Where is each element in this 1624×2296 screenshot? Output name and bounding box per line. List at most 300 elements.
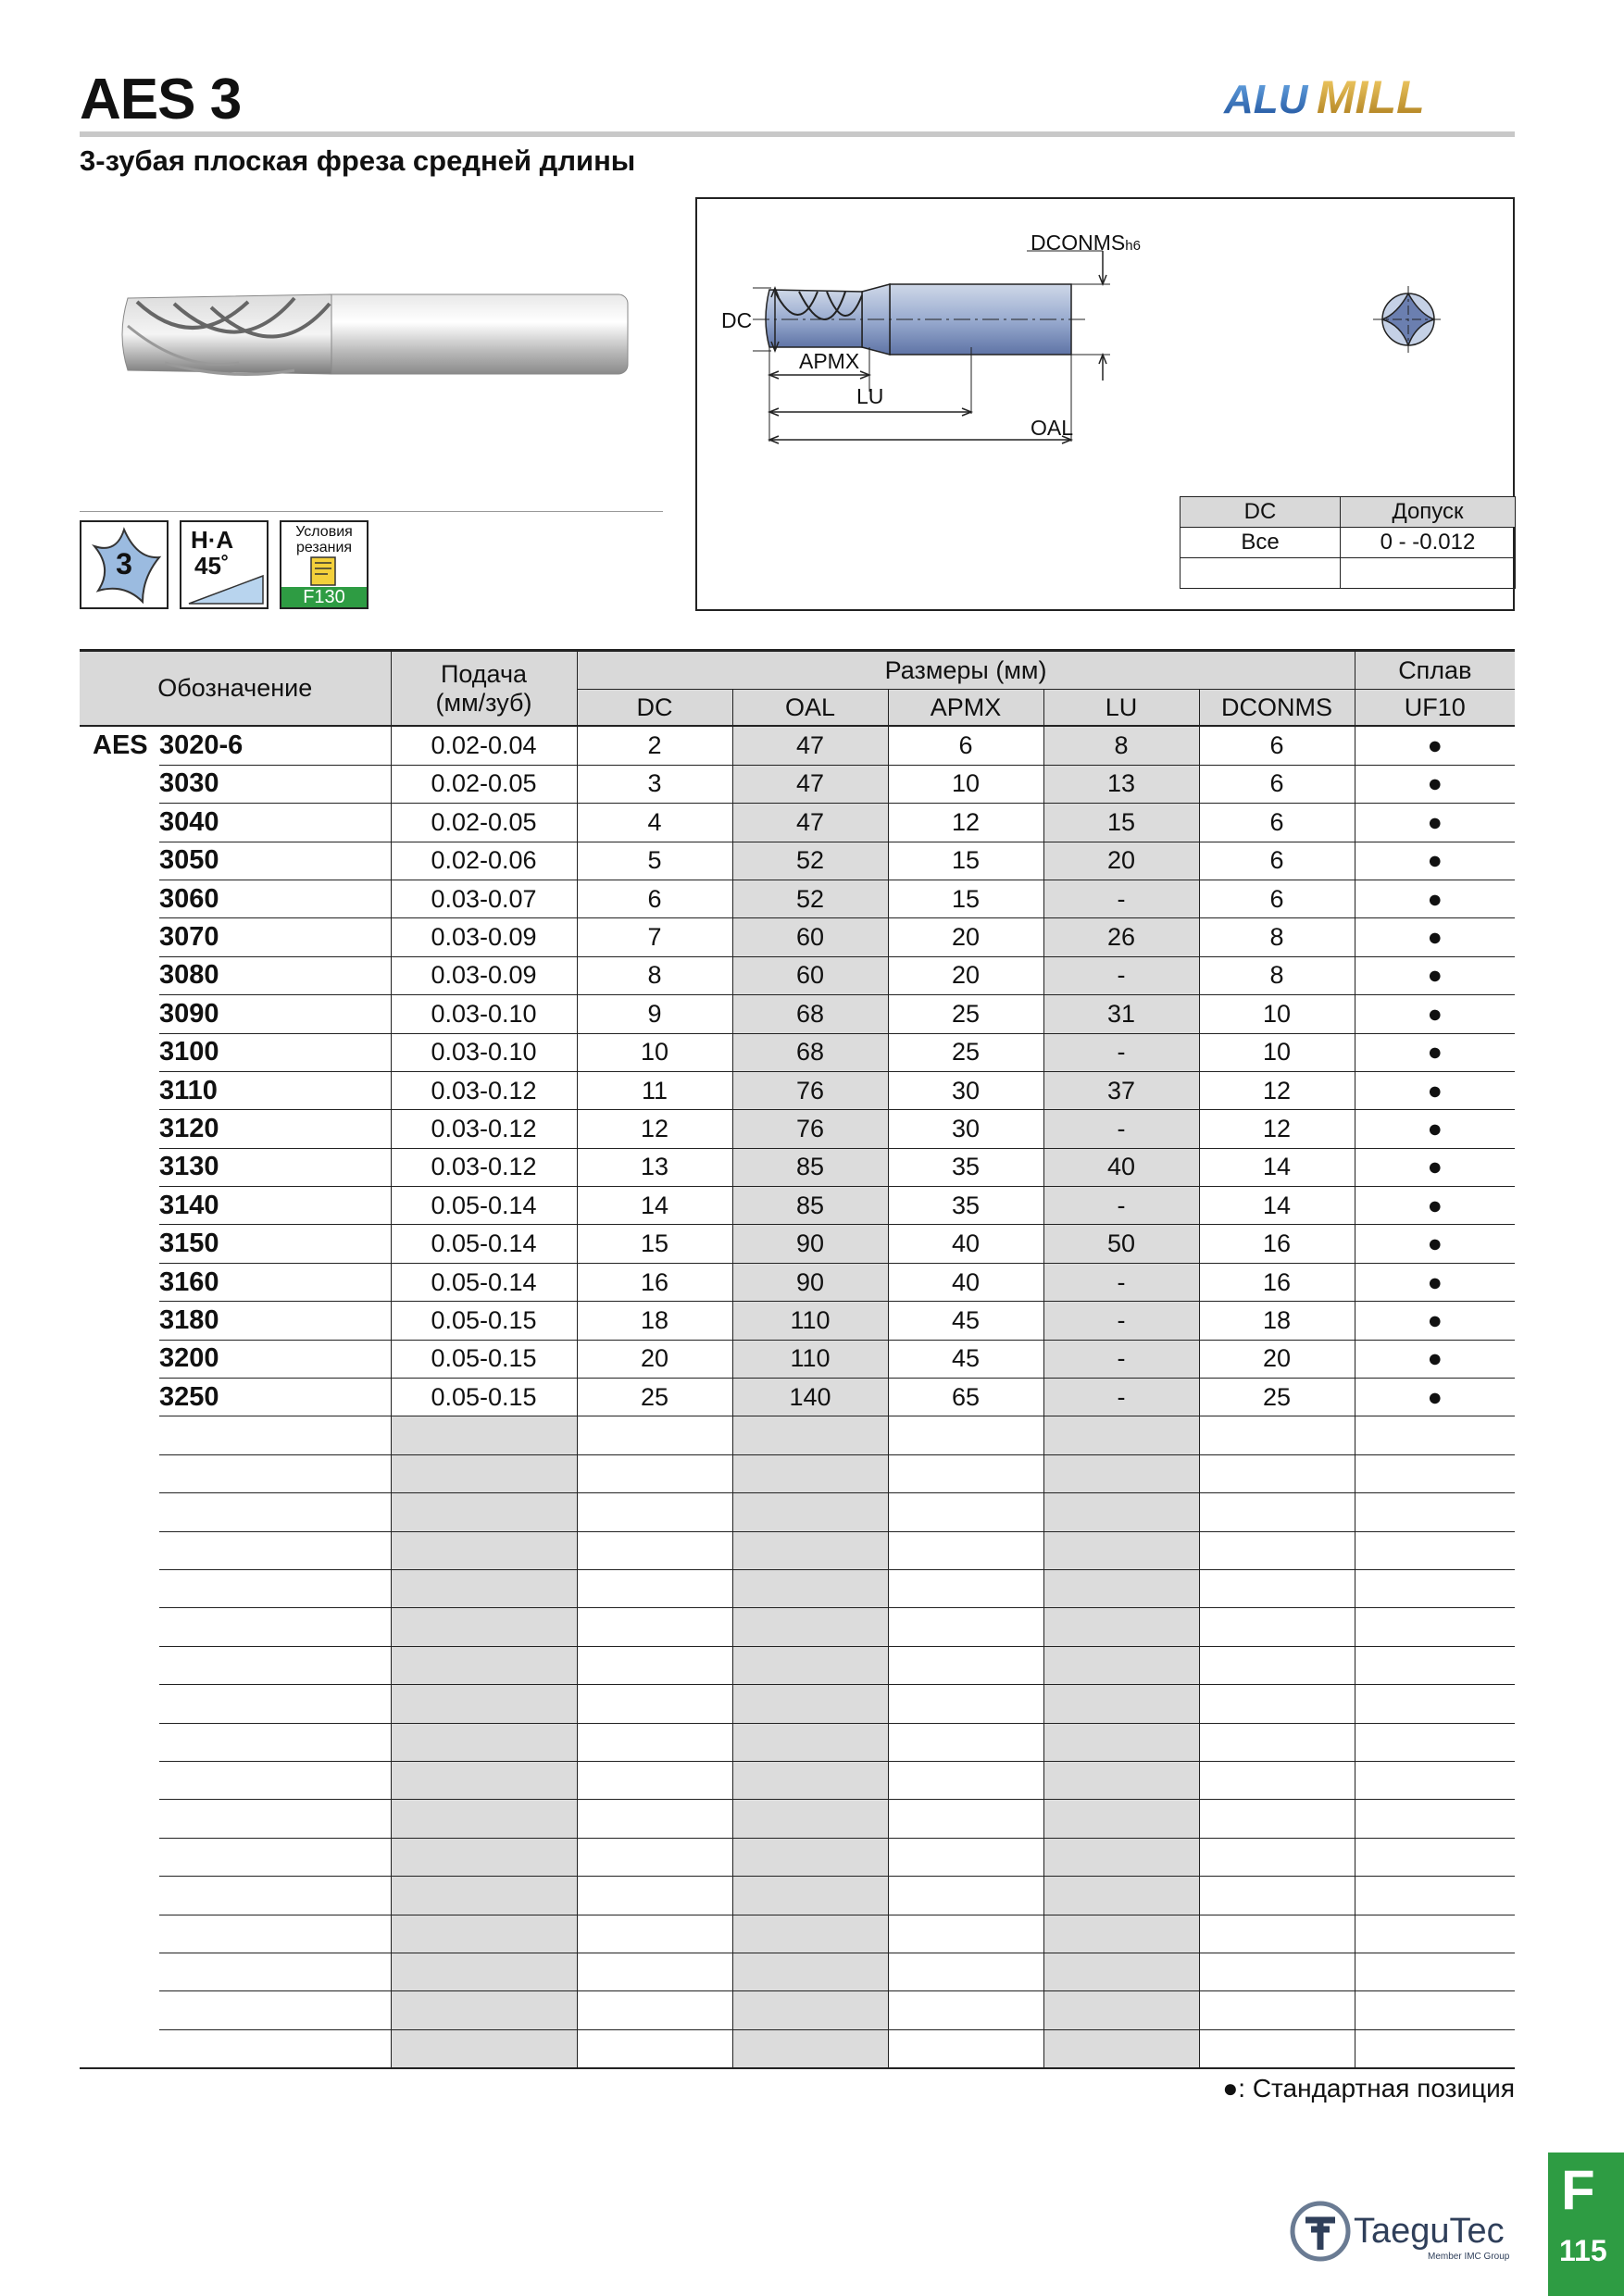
apmx-cell (888, 1953, 1043, 1990)
dconms-cell: 18 (1199, 1302, 1355, 1340)
feed-cell (391, 1877, 577, 1915)
header-feed: Подача (мм/зуб) (391, 651, 577, 727)
designation-cell (159, 1838, 391, 1876)
dconms-cell (1199, 1531, 1355, 1569)
oal-cell: 68 (732, 1033, 888, 1071)
apmx-cell (888, 1608, 1043, 1646)
feed-cell: 0.05-0.15 (391, 1302, 577, 1340)
mark-cell: ● (1355, 1263, 1515, 1301)
dc-cell (577, 1800, 732, 1838)
empty-row (80, 1416, 1515, 1454)
table-row (80, 880, 1515, 917)
table-row (80, 1148, 1515, 1186)
dconms-cell: 6 (1199, 765, 1355, 803)
table-row (80, 765, 1515, 803)
tolerance-cell (1341, 558, 1516, 589)
lu-cell: 8 (1043, 726, 1199, 765)
apmx-cell: 15 (888, 842, 1043, 880)
apmx-cell: 20 (888, 956, 1043, 994)
photo-divider (80, 511, 663, 512)
feed-cell (391, 1608, 577, 1646)
table-row (80, 995, 1515, 1033)
flute-count-icon (80, 520, 169, 609)
dconms-cell: 6 (1199, 804, 1355, 842)
dconms-cell (1199, 2029, 1355, 2068)
table-row (80, 1340, 1515, 1378)
feed-cell: 0.05-0.15 (391, 1379, 577, 1416)
mark-cell: ● (1355, 726, 1515, 765)
prefix-cell (80, 1685, 159, 1723)
apmx-cell: 6 (888, 726, 1043, 765)
oal-cell (732, 1991, 888, 2029)
oal-cell: 60 (732, 918, 888, 956)
prefix-cell (80, 956, 159, 994)
dconms-cell: 14 (1199, 1148, 1355, 1186)
lu-cell: - (1043, 1263, 1199, 1301)
designation-cell: 3060 (159, 880, 391, 917)
oal-cell: 76 (732, 1071, 888, 1109)
mark-cell (1355, 1569, 1515, 1607)
empty-row (80, 1608, 1515, 1646)
table-row (80, 1379, 1515, 1416)
cutting-conditions-label-2: резания (295, 540, 353, 555)
prefix-cell (80, 1531, 159, 1569)
feed-cell (391, 1569, 577, 1607)
oal-cell (732, 1569, 888, 1607)
lu-cell: - (1043, 1187, 1199, 1225)
prefix-cell (80, 918, 159, 956)
oal-cell (732, 1800, 888, 1838)
oal-cell (732, 1608, 888, 1646)
dconms-cell: 6 (1199, 842, 1355, 880)
dc-cell (577, 1569, 732, 1607)
prefix-cell (80, 1761, 159, 1799)
lu-cell (1043, 1531, 1199, 1569)
dc-cell (577, 1531, 732, 1569)
dconms-cell (1199, 1416, 1355, 1454)
mark-cell: ● (1355, 1148, 1515, 1186)
mark-cell: ● (1355, 1071, 1515, 1109)
dc-cell (577, 1608, 732, 1646)
feed-cell: 0.03-0.09 (391, 956, 577, 994)
prefix-cell: AES (93, 730, 148, 761)
apmx-cell (888, 1685, 1043, 1723)
header-designation: Обозначение (80, 651, 391, 727)
dc-cell (577, 1877, 732, 1915)
feed-cell (391, 2029, 577, 2068)
dc-cell: 4 (577, 804, 732, 842)
taegutec-logo-tag: Member IMC Group (1428, 2252, 1510, 2262)
dconms-cell: 6 (1199, 880, 1355, 917)
designation-cell (159, 1800, 391, 1838)
dconms-cell (1199, 1991, 1355, 2029)
lu-cell (1043, 1915, 1199, 1953)
dconms-cell (1199, 1761, 1355, 1799)
designation-cell (159, 1646, 391, 1684)
lu-cell: - (1043, 1110, 1199, 1148)
oal-cell (732, 1953, 888, 1990)
oal-cell: 76 (732, 1110, 888, 1148)
prefix-cell (80, 1493, 159, 1531)
tolerance-table (1180, 496, 1516, 589)
prefix-cell (80, 1263, 159, 1301)
tolerance-header-dc: DC (1181, 497, 1341, 528)
prefix-cell (80, 1953, 159, 1990)
dc-cell: 2 (577, 726, 732, 765)
feed-cell: 0.02-0.06 (391, 842, 577, 880)
designation-cell: 3030 (159, 765, 391, 803)
dc-cell: 10 (577, 1033, 732, 1071)
dc-cell (577, 1723, 732, 1761)
designation-cell (159, 1991, 391, 2029)
legend: ●: Стандартная позиция (1222, 2074, 1515, 2103)
oal-cell (732, 1685, 888, 1723)
designation-cell (159, 1531, 391, 1569)
apmx-cell: 30 (888, 1071, 1043, 1109)
lu-cell: 37 (1043, 1071, 1199, 1109)
prefix-cell (80, 1379, 159, 1416)
apmx-label: APMX (799, 349, 860, 373)
apmx-cell: 10 (888, 765, 1043, 803)
dc-cell: 12 (577, 1110, 732, 1148)
designation-cell: 3150 (159, 1225, 391, 1263)
dc-cell: 6 (577, 880, 732, 917)
dconms-cell: 12 (1199, 1110, 1355, 1148)
dconms-cell (1199, 1569, 1355, 1607)
feed-cell: 0.05-0.15 (391, 1340, 577, 1378)
lu-cell: - (1043, 1379, 1199, 1416)
feed-cell (391, 1531, 577, 1569)
prefix-cell (80, 1071, 159, 1109)
mark-cell (1355, 1493, 1515, 1531)
table-row (80, 1110, 1515, 1148)
apmx-cell: 30 (888, 1110, 1043, 1148)
taegutec-logo-text: TaeguTec (1354, 2212, 1505, 2251)
mark-cell: ● (1355, 1110, 1515, 1148)
oal-label: OAL (1031, 416, 1074, 440)
mark-cell (1355, 1761, 1515, 1799)
lu-cell: 13 (1043, 765, 1199, 803)
designation-cell (159, 1569, 391, 1607)
lu-cell (1043, 1953, 1199, 1990)
apmx-cell (888, 1723, 1043, 1761)
empty-row (80, 1915, 1515, 1953)
prefix-cell (80, 1302, 159, 1340)
lu-cell (1043, 1608, 1199, 1646)
apmx-cell (888, 1416, 1043, 1454)
feed-cell: 0.03-0.12 (391, 1110, 577, 1148)
lu-cell: 20 (1043, 842, 1199, 880)
mark-cell: ● (1355, 1302, 1515, 1340)
oal-cell (732, 1723, 888, 1761)
alumill-logo-alu: ALU (1224, 77, 1308, 122)
feed-cell (391, 1646, 577, 1684)
apmx-cell (888, 1991, 1043, 2029)
dc-cell: 11 (577, 1071, 732, 1109)
feed-cell (391, 1416, 577, 1454)
dc-cell (577, 1416, 732, 1454)
header-lu: LU (1043, 690, 1199, 727)
dconms-cell: 12 (1199, 1071, 1355, 1109)
apmx-cell: 45 (888, 1302, 1043, 1340)
designation-cell (159, 2029, 391, 2068)
feed-cell: 0.02-0.05 (391, 804, 577, 842)
apmx-cell (888, 1877, 1043, 1915)
feed-cell (391, 1761, 577, 1799)
dc-cell (577, 1454, 732, 1492)
table-row (80, 1033, 1515, 1071)
oal-cell: 52 (732, 842, 888, 880)
feed-cell: 0.02-0.04 (391, 726, 577, 765)
mark-cell (1355, 1838, 1515, 1876)
apmx-cell (888, 1493, 1043, 1531)
prefix-cell (80, 1608, 159, 1646)
designation-cell (159, 1953, 391, 1990)
prefix-cell (80, 1838, 159, 1876)
mark-cell (1355, 1800, 1515, 1838)
empty-row (80, 1569, 1515, 1607)
designation-cell: 3180 (159, 1302, 391, 1340)
dc-cell (577, 1838, 732, 1876)
apmx-cell: 25 (888, 995, 1043, 1033)
mark-cell: ● (1355, 842, 1515, 880)
dc-cell (577, 1493, 732, 1531)
header-divider (80, 131, 1515, 137)
mark-cell: ● (1355, 1187, 1515, 1225)
lu-label: LU (856, 384, 884, 408)
table-row (80, 1225, 1515, 1263)
prefix-cell (80, 1454, 159, 1492)
feed-cell: 0.03-0.10 (391, 995, 577, 1033)
lu-cell (1043, 1569, 1199, 1607)
lu-cell (1043, 1493, 1199, 1531)
dconms-cell (1199, 1723, 1355, 1761)
mark-cell: ● (1355, 995, 1515, 1033)
oal-cell: 85 (732, 1148, 888, 1186)
empty-row (80, 1877, 1515, 1915)
feed-cell: 0.05-0.14 (391, 1187, 577, 1225)
cutting-conditions-label-1: Условия (295, 524, 353, 540)
apmx-cell: 40 (888, 1263, 1043, 1301)
designation-cell (159, 1608, 391, 1646)
prefix-cell (80, 1646, 159, 1684)
feed-cell: 0.03-0.12 (391, 1148, 577, 1186)
oal-cell: 90 (732, 1225, 888, 1263)
mark-cell (1355, 1953, 1515, 1990)
designation-cell: 3040 (159, 804, 391, 842)
prefix-cell (80, 1110, 159, 1148)
dc-cell: 16 (577, 1263, 732, 1301)
dc-cell: 5 (577, 842, 732, 880)
designation-cell: 3090 (159, 995, 391, 1033)
oal-cell: 47 (732, 726, 888, 765)
oal-cell: 90 (732, 1263, 888, 1301)
apmx-cell (888, 1761, 1043, 1799)
cutting-conditions-ref: F130 (281, 587, 367, 607)
dc-cell: 15 (577, 1225, 732, 1263)
oal-cell (732, 1877, 888, 1915)
feed-cell: 0.02-0.05 (391, 765, 577, 803)
oal-cell: 47 (732, 804, 888, 842)
alumill-logo (1220, 65, 1517, 130)
page-title: AES 3 (80, 68, 242, 131)
apmx-cell: 65 (888, 1379, 1043, 1416)
apmx-cell (888, 1454, 1043, 1492)
dc-cell: 7 (577, 918, 732, 956)
taegutec-logo (1289, 2190, 1520, 2265)
dc-cell (577, 1915, 732, 1953)
prefix-cell (80, 995, 159, 1033)
dc-cell: 9 (577, 995, 732, 1033)
mark-cell: ● (1355, 918, 1515, 956)
table-row (80, 1302, 1515, 1340)
mark-cell (1355, 1685, 1515, 1723)
dc-cell: 25 (577, 1379, 732, 1416)
oal-cell (732, 1646, 888, 1684)
dc-cell: 20 (577, 1340, 732, 1378)
apmx-cell: 20 (888, 918, 1043, 956)
mark-cell: ● (1355, 804, 1515, 842)
apmx-cell (888, 1531, 1043, 1569)
dconms-label: DCONMSh6 (1031, 231, 1141, 255)
feed-cell: 0.05-0.14 (391, 1225, 577, 1263)
dconms-cell (1199, 1646, 1355, 1684)
feed-cell (391, 1493, 577, 1531)
lu-cell: 40 (1043, 1148, 1199, 1186)
oal-cell: 85 (732, 1187, 888, 1225)
feed-cell: 0.03-0.10 (391, 1033, 577, 1071)
mark-cell (1355, 1416, 1515, 1454)
dconms-cell (1199, 1454, 1355, 1492)
lu-cell: 31 (1043, 995, 1199, 1033)
mark-cell (1355, 1877, 1515, 1915)
designation-cell (159, 1416, 391, 1454)
table-row (80, 726, 1515, 765)
lu-cell: - (1043, 1033, 1199, 1071)
tolerance-cell (1181, 558, 1341, 589)
dconms-cell (1199, 1493, 1355, 1531)
section-letter: F (1561, 2159, 1595, 2221)
lu-cell: - (1043, 1302, 1199, 1340)
designation-cell: 3110 (159, 1071, 391, 1109)
lu-cell (1043, 1416, 1199, 1454)
designation-cell (159, 1493, 391, 1531)
mark-cell (1355, 1723, 1515, 1761)
oal-cell: 47 (732, 765, 888, 803)
lu-cell: - (1043, 880, 1199, 917)
tolerance-cell: Все (1181, 528, 1341, 558)
lu-cell: 15 (1043, 804, 1199, 842)
feed-cell: 0.03-0.07 (391, 880, 577, 917)
designation-cell (159, 1877, 391, 1915)
table-row (80, 918, 1515, 956)
flute-count-value: 3 (116, 547, 132, 580)
oal-cell (732, 1761, 888, 1799)
empty-row (80, 1838, 1515, 1876)
lu-cell: 26 (1043, 918, 1199, 956)
feed-cell (391, 1915, 577, 1953)
designation-cell: 3130 (159, 1148, 391, 1186)
lu-cell (1043, 1723, 1199, 1761)
dconms-cell: 8 (1199, 956, 1355, 994)
lu-cell (1043, 1685, 1199, 1723)
dconms-cell: 16 (1199, 1263, 1355, 1301)
dconms-cell: 6 (1199, 726, 1355, 765)
lu-cell (1043, 1454, 1199, 1492)
prefix-cell (80, 842, 159, 880)
oal-cell: 140 (732, 1379, 888, 1416)
feed-cell (391, 1953, 577, 1990)
cutting-conditions-icon[interactable] (280, 520, 369, 609)
header-oal: OAL (732, 690, 888, 727)
dc-cell (577, 2029, 732, 2068)
lu-cell (1043, 1646, 1199, 1684)
lu-cell (1043, 1991, 1199, 2029)
dconms-cell (1199, 1953, 1355, 1990)
lu-cell (1043, 1761, 1199, 1799)
empty-row (80, 1723, 1515, 1761)
dconms-cell (1199, 1877, 1355, 1915)
prefix-cell (80, 880, 159, 917)
end-view-icon (1373, 286, 1443, 353)
oal-cell (732, 2029, 888, 2068)
table-row (80, 1071, 1515, 1109)
feed-cell: 0.03-0.09 (391, 918, 577, 956)
apmx-cell: 25 (888, 1033, 1043, 1071)
designation-cell (159, 1761, 391, 1799)
prefix-cell (80, 2029, 159, 2068)
helix-angle-icon (180, 520, 269, 609)
empty-row (80, 1761, 1515, 1799)
lu-cell (1043, 2029, 1199, 2068)
lu-cell: - (1043, 1340, 1199, 1378)
mark-cell (1355, 1991, 1515, 2029)
prefix-cell (80, 765, 159, 803)
dconms-cell (1199, 1800, 1355, 1838)
lu-cell (1043, 1838, 1199, 1876)
empty-row (80, 1953, 1515, 1990)
empty-row (80, 1800, 1515, 1838)
end-mill-photo (109, 270, 646, 396)
feed-cell (391, 1838, 577, 1876)
empty-row (80, 1531, 1515, 1569)
oal-cell (732, 1531, 888, 1569)
oal-cell (732, 1454, 888, 1492)
dconms-cell: 8 (1199, 918, 1355, 956)
prefix-cell (80, 1877, 159, 1915)
table-row (80, 804, 1515, 842)
tolerance-cell: 0 - -0.012 (1341, 528, 1516, 558)
designation-cell (159, 1685, 391, 1723)
oal-cell: 60 (732, 956, 888, 994)
prefix-cell (80, 1340, 159, 1378)
apmx-cell (888, 1915, 1043, 1953)
dconms-cell (1199, 1838, 1355, 1876)
designation-cell: 3140 (159, 1187, 391, 1225)
feed-cell (391, 1800, 577, 1838)
designation-cell: 3160 (159, 1263, 391, 1301)
apmx-cell: 45 (888, 1340, 1043, 1378)
designation-cell (159, 1915, 391, 1953)
prefix-cell (80, 1187, 159, 1225)
dc-cell: 3 (577, 765, 732, 803)
dc-cell: 14 (577, 1187, 732, 1225)
mark-cell: ● (1355, 1225, 1515, 1263)
mark-cell (1355, 1608, 1515, 1646)
section-tab (1548, 2152, 1624, 2296)
empty-row (80, 2029, 1515, 2068)
dc-cell (577, 1685, 732, 1723)
